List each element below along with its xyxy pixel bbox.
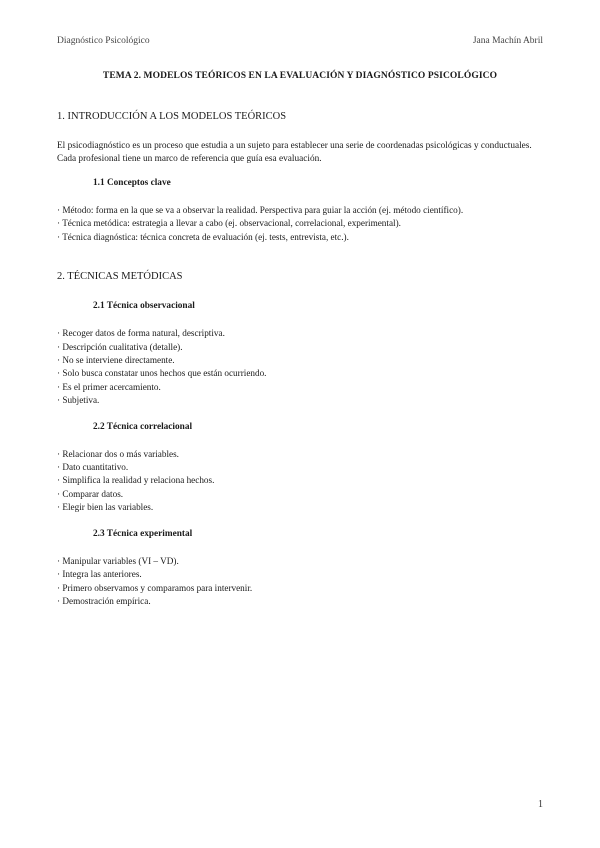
page-number: 1 [538,799,543,810]
list-item: · Recoger datos de forma natural, descriptiva. [57,328,225,339]
list-item: · Es el primer acercamiento. [57,381,161,392]
list-item: · Dato cuantitativo. [57,462,129,473]
list-item: · Manipular variables (VI – VD). [57,555,179,566]
subsection-heading-conceptos-clave: 1.1 Conceptos clave [93,178,171,188]
header-author: Jana Machín Abril [472,36,543,46]
subsection-heading-observacional: 2.1 Técnica observacional [93,301,195,312]
list-item: · Integra las anteriores. [57,569,142,580]
list-item: · Primero observamos y comparamos para intervenir. [57,582,253,593]
list-item: · Método: forma en la que se va a observar la realidad. Perspectiva para guiar la acción (ej. método científico). [57,205,464,215]
document-body [57,110,543,608]
section-heading-tecnicas-metodicas: 2. TÉCNICAS METÓDICAS [57,271,183,283]
list-item: · Simplifica la realidad y relaciona hechos. [57,475,215,486]
list-item: · Subjetiva. [57,395,100,406]
section-paragraph-introduccion: El psicodiagnóstico es un proceso que estudia a un sujeto para establecer una serie de coordenadas psicológicas y conductuales. Cada profesional tiene un marco de referencia que guía esa evaluación. [57,141,532,164]
subsection-heading-correlacional: 2.2 Técnica correlacional [93,421,193,432]
list-item: · No se interviene directamente. [57,355,175,366]
list-item: · Elegir bien las variables. [57,502,154,513]
list-conceptos-clave [57,204,543,244]
subsection-heading-experimental: 2.3 Técnica experimental [93,528,193,539]
list-item: · Solo busca constatar unos hechos que están ocurriendo. [57,368,267,379]
section-heading-introduccion: 1. INTRODUCCIÓN A LOS MODELOS TEÓRICOS [57,111,287,122]
list-observacional [57,327,543,407]
list-experimental [57,555,543,609]
list-item: · Demostración empírica. [57,595,151,606]
list-item: · Comparar datos. [57,488,124,499]
list-correlacional [57,448,543,515]
list-item: · Técnica diagnóstica: técnica concreta de evaluación (ej. tests, entrevista, etc.). [57,231,349,242]
header-course-title: Diagnóstico Psicológico [57,36,150,46]
document-title: TEMA 2. MODELOS TEÓRICOS EN LA EVALUACIÓN Y DIAGNÓSTICO PSICOLÓGICO [102,71,498,81]
list-item: · Relacionar dos o más variables. [57,448,179,459]
list-item: · Técnica metódica: estrategia a llevar a cabo (ej. observacional, correlacional, experimental). [57,218,401,229]
list-item: · Descripción cualitativa (detalle). [57,341,183,352]
